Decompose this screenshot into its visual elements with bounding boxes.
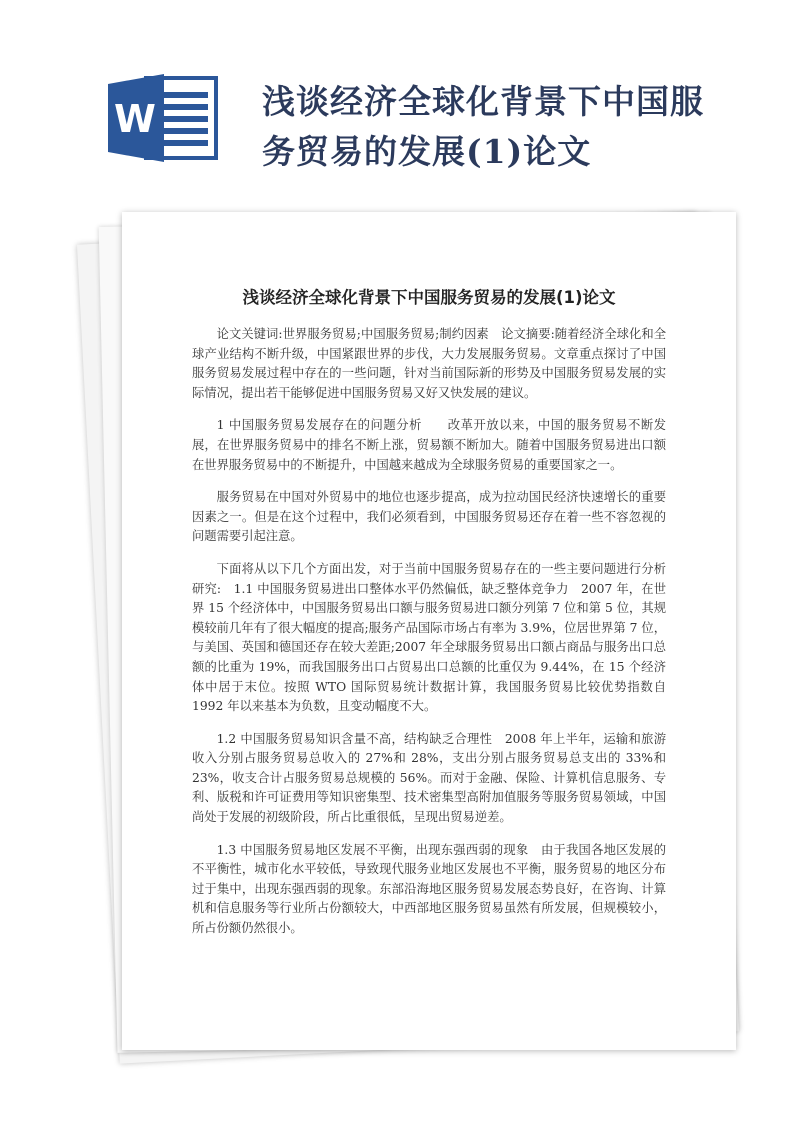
paragraph-section-1: 1 中国服务贸易发展存在的问题分析 改革开放以来，中国的服务贸易不断发展，在世界服务贸易中的排名不断上涨，贸易额不断加大。随着中国服务贸易进出口额在世界服务贸易中的不断提升，中国越来越成为全球服务贸易的重要国家之一。: [192, 418, 666, 472]
document-page: [122, 212, 736, 1050]
paragraph-section-1-3: 1.3 中国服务贸易地区发展不平衡，出现东强西弱的现象 由于我国各地区发展的不平衡性，城市化水平较低，导致现代服务业地区发展也不平衡，服务贸易的地区分布过于集中，出现东强西弱的现象。东部沿海地区服务贸易发展态势良好，在咨询、计算机和信息服务等行业所占份额较大，中西部地区服务贸易虽然有所发展，但规模较小，所占份额仍然很小。: [192, 842, 666, 936]
document-body: [192, 325, 666, 952]
document-title: 浅谈经济全球化背景下中国服务贸易的发展(1)论文: [242, 288, 616, 307]
paragraph-section-1-1: 下面将从以下几个方面出发，对于当前中国服务贸易存在的一些主要问题进行分析研究: 1.1 中国服务贸易进出口整体水平仍然偏低，缺乏整体竞争力 2007 年，在世界 15 个经济体中，中国服务贸易出口额与服务贸易进口额分列第 7 位和第 5 位，其规模较前几年有了很大幅度的提高;服务产品国际市场占有率为 3.9%，位居世界第 7 位，与美国、英国和德国还存在较大差距;2007 年全球服务贸易出口额占商品与服务出口总额的比重为 19%，而我国服务出口占贸易出口总额的比重仅为 9.44%，在 15 个经济体中居于末位。按照 WTO 国际贸易统计数据计算，我国服务贸易比较优势指数自 1992 年以来基本为负数，且变动幅度不大。: [192, 561, 666, 714]
paragraph-abstract: 论文关键词:世界服务贸易;中国服务贸易;制约因素 论文摘要:随着经济全球化和全球产业结构不断升级，中国紧跟世界的步伐，大力发展服务贸易。文章重点探讨了中国服务贸易发展过程中存在的一些问题，针对当前国际新的形势及中国服务贸易发展的实际情况，提出若干能够促进中国服务贸易又好又快发展的建议。: [192, 327, 666, 400]
paragraph-section-1-2: 1.2 中国服务贸易知识含量不高，结构缺乏合理性 2008 年上半年，运输和旅游收入分别占服务贸易总收入的 27%和 28%，支出分别占服务贸易总支出的 33%和 23%，收支合计占服务贸易总规模的 56%。而对于金融、保险、计算机信息服务、专利、版税和许可证费用等知识密集型、技术密集型高附加值服务等服务贸易领域，中国尚处于发展的初级阶段，所占比重很低，呈现出贸易逆差。: [192, 731, 666, 825]
header-title-line-1: 浅谈经济全球化背景下中国服: [262, 82, 704, 121]
header-title-line-2: 务贸易的发展(1)论文: [262, 132, 592, 171]
word-document-icon: [108, 72, 220, 164]
svg-text:W: W: [114, 97, 156, 141]
paragraph-status: 服务贸易在中国对外贸易中的地位也逐步提高，成为拉动国民经济快速增长的重要因素之一。但是在这个过程中，我们必须看到，中国服务贸易还存在着一些不容忽视的问题需要引起注意。: [192, 490, 666, 544]
header-banner: [0, 0, 800, 210]
